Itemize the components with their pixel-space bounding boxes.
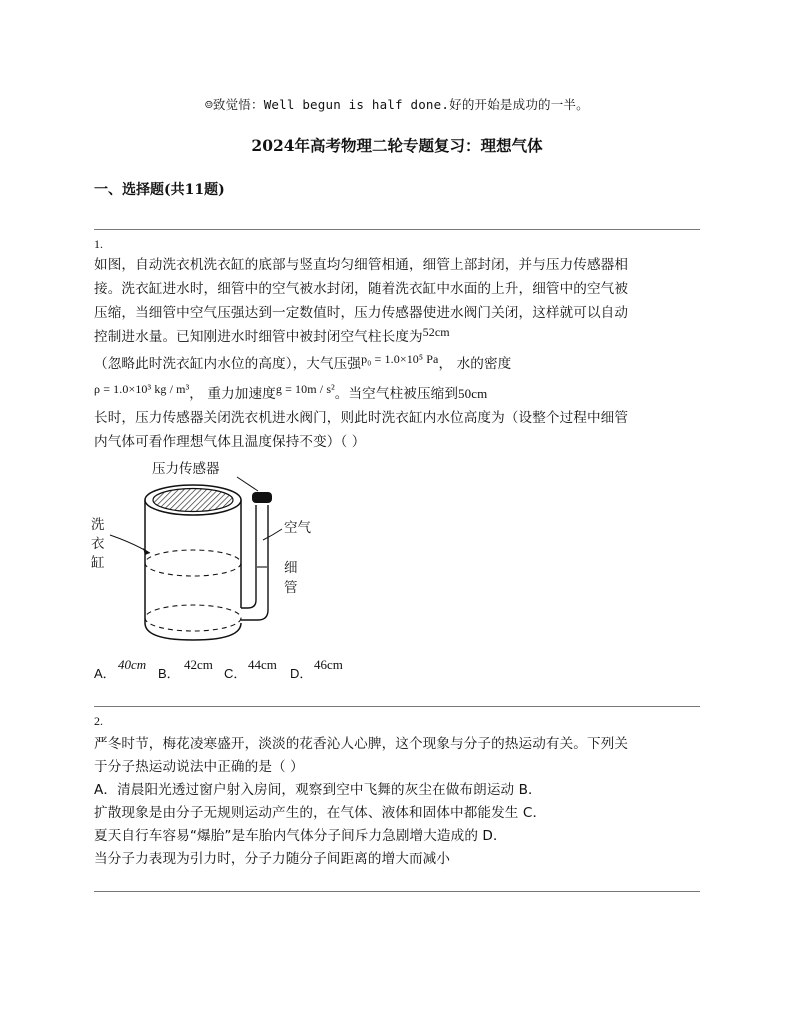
tub-label-2: 衣 [91,536,105,552]
pressure-sensor-icon [252,492,272,503]
divider-top [94,229,700,230]
option-d-letter: D． [290,666,313,681]
divider-middle [94,706,700,707]
option-c-letter: C． [224,666,247,681]
question-2-line-2: 于分子热运动说法中正确的是（ ） [94,759,304,775]
thin-tube [241,505,268,620]
option-b-value: 42cm [184,657,213,672]
question-1-line-1: 如图，自动洗衣机洗衣缸的底部与竖直均匀细管相通，细管上部封闭，并与压力传感器相 [94,257,629,273]
tub-label-1: 洗 [91,517,105,533]
section-heading: 一、选择题(共11题) [94,182,225,198]
question-1-line-3: 压缩，当细管中空气压强达到一定数值时，压力传感器使进水阀门关闭，这样就可以自动 [94,305,629,321]
washing-machine-figure [88,455,328,655]
tub-shape [145,485,241,640]
question-1-number: 1. [94,237,103,251]
tube-label-1: 细 [284,560,298,576]
question-1-line-8: 内气体可看作理想气体且温度保持不变）（ ） [94,434,366,450]
question-1-line-6 [94,382,487,402]
document-title: 2024年高考物理二轮专题复习：理想气体 [251,136,543,155]
compressed-length: 50cm [458,386,488,401]
question-1-line-6-text: ， 重力加速度 [189,386,276,402]
option-d-value: 46cm [314,657,343,672]
question-1-line-2: 接。洗衣缸进水时，细管中的空气被水封闭，随着洗衣缸中水面的上升，细管中的空气被 [94,281,629,297]
question-1-line-4-text: 控制进水量。已知刚进水时细管中被封闭空气柱长度为 [94,329,423,345]
option-b-letter: B． [158,666,180,681]
divider-bottom [94,891,700,892]
water-density: ρ = 1.0×10³ kg / m³ [94,382,190,396]
air-label: 空气 [284,520,311,536]
question-2-line-4: 扩散现象是由分子无规则运动产生的，在气体、液体和固体中都能发生 C． [94,805,547,821]
option-a-letter: A． [94,666,116,681]
question-2-line-1: 严冬时节，梅花凌寒盛开，淡淡的花香沁人心脾，这个现象与分子的热运动有关。下列关 [94,736,629,752]
question-1-line-4 [94,325,450,345]
question-1-line-6-text-b: 。当空气柱被压缩到 [334,386,459,402]
gravity-acceleration: g = 10m / s² [275,382,335,396]
tube-label-2: 管 [284,580,298,596]
question-2-number: 2. [94,714,103,728]
question-1-line-5-text-b: ， 水的密度 [438,356,512,372]
question-1-line-5 [94,352,511,372]
question-1-line-7: 长时，压力传感器关闭洗衣机进水阀门，则此时洗衣缸内水位高度为（设整个过程中细管 [94,410,629,426]
option-a-value: 40cm [118,657,147,672]
question-1-line-5-text: （忽略此时洗衣缸内水位的高度），大气压强 [94,356,362,372]
air-column-length: 52cm [422,325,450,339]
question-2-line-6: 当分子力表现为引力时，分子力随分子间距离的增大而减小 [94,851,451,867]
tub-label-3: 缸 [91,555,105,571]
sensor-label: 压力传感器 [152,461,220,477]
question-2-line-5: 夏天自行车容易“爆胎”是车胎内气体分子间斥力急剧增大造成的 D． [94,828,507,844]
option-c-value: 44cm [248,657,277,672]
atmospheric-pressure: p₀ = 1.0×10⁵ Pa [361,352,439,366]
motto-line: ☺致觉悟：Well begun is half done.好的开始是成功的一半。 [205,97,589,112]
question-2-line-3: A．清晨阳光透过窗户射入房间，观察到空中飞舞的灰尘在做布朗运动 B． [94,782,542,798]
